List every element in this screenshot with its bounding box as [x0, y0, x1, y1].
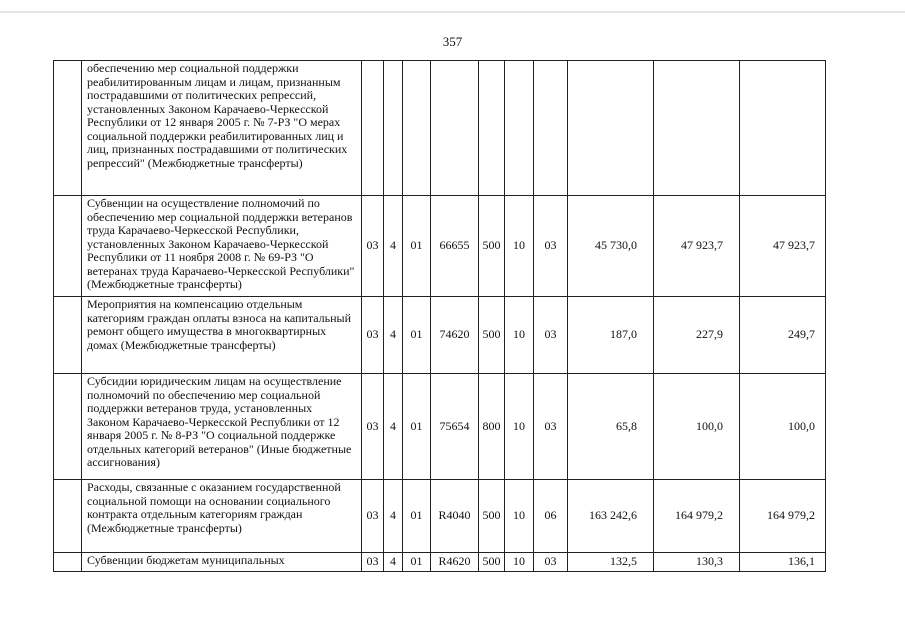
- code-cell: R4620: [431, 553, 479, 572]
- code-cell: 500: [479, 196, 505, 297]
- table-row: [54, 480, 826, 553]
- code-cell: [505, 61, 534, 196]
- code-cell: 800: [479, 374, 505, 480]
- code-cell: 03: [534, 553, 568, 572]
- code-cell: 03: [362, 297, 384, 374]
- code-cell: [403, 61, 431, 196]
- description-cell: Субсидии юридическим лицам на осуществление полномочий по обеспечению мер социальной поддержки ветеранов труда, установленных Законом Карачаево-Черкесской Республики от 12 января 2005 г. № 8-РЗ "О социальной поддержке отдельных категорий ветеранов" (Иные бюджетные ассигнования): [82, 374, 362, 480]
- code-cell: 03: [362, 480, 384, 553]
- row-number-cell: [54, 480, 82, 553]
- amount-cell: [740, 61, 826, 196]
- row-number-cell: [54, 196, 82, 297]
- page-number: 357: [442, 34, 463, 49]
- code-cell: 10: [505, 374, 534, 480]
- table-row: [54, 61, 826, 196]
- budget-table: [53, 60, 826, 572]
- code-cell: [362, 61, 384, 196]
- row-number-cell: [54, 374, 82, 480]
- amount-cell: 187,0: [568, 297, 654, 374]
- top-border-line: [0, 0, 905, 2]
- code-cell: 06: [534, 480, 568, 553]
- table-row: [54, 297, 826, 374]
- amount-cell: 47 923,7: [654, 196, 740, 297]
- amount-cell: 65,8: [568, 374, 654, 480]
- table-row: [54, 196, 826, 297]
- code-cell: 10: [505, 297, 534, 374]
- row-number-cell: [54, 61, 82, 196]
- table-row: [54, 553, 826, 572]
- description-cell: Мероприятия на компенсацию отдельным категориям граждан оплаты взноса на капитальный ремонт общего имущества в многоквартирных домах (Межбюджетные трансферты): [82, 297, 362, 374]
- code-cell: 03: [534, 196, 568, 297]
- amount-cell: 164 979,2: [654, 480, 740, 553]
- table-row: [54, 374, 826, 480]
- code-cell: 03: [534, 297, 568, 374]
- amount-cell: 47 923,7: [740, 196, 826, 297]
- amount-cell: 163 242,6: [568, 480, 654, 553]
- amount-cell: [654, 61, 740, 196]
- description-cell: Расходы, связанные с оказанием государственной социальной помощи на основании социального контракта отдельным категориям граждан (Межбюджетные трансферты): [82, 480, 362, 553]
- code-cell: 500: [479, 553, 505, 572]
- code-cell: 01: [403, 553, 431, 572]
- code-cell: [479, 61, 505, 196]
- code-cell: 4: [384, 553, 403, 572]
- code-cell: 75654: [431, 374, 479, 480]
- code-cell: 01: [403, 297, 431, 374]
- amount-cell: [568, 61, 654, 196]
- description-cell: Субвенции бюджетам муниципальных: [82, 553, 362, 572]
- code-cell: 500: [479, 480, 505, 553]
- code-cell: 10: [505, 196, 534, 297]
- code-cell: 4: [384, 196, 403, 297]
- code-cell: 74620: [431, 297, 479, 374]
- code-cell: R4040: [431, 480, 479, 553]
- code-cell: 10: [505, 480, 534, 553]
- amount-cell: 227,9: [654, 297, 740, 374]
- code-cell: [431, 61, 479, 196]
- amount-cell: 100,0: [740, 374, 826, 480]
- amount-cell: 100,0: [654, 374, 740, 480]
- row-number-cell: [54, 553, 82, 572]
- row-number-cell: [54, 297, 82, 374]
- code-cell: 4: [384, 297, 403, 374]
- code-cell: 01: [403, 196, 431, 297]
- code-cell: 03: [362, 196, 384, 297]
- code-cell: 03: [362, 553, 384, 572]
- amount-cell: 130,3: [654, 553, 740, 572]
- code-cell: 4: [384, 374, 403, 480]
- amount-cell: 136,1: [740, 553, 826, 572]
- amount-cell: 164 979,2: [740, 480, 826, 553]
- amount-cell: 45 730,0: [568, 196, 654, 297]
- code-cell: 01: [403, 480, 431, 553]
- code-cell: 03: [534, 374, 568, 480]
- description-cell: Субвенции на осуществление полномочий по обеспечению мер социальной поддержки ветеранов труда Карачаево-Черкесской Республики, установленных Законом Карачаево-Черкесской Республики от 11 ноября 2008 г. № 69-РЗ "О ветеранах труда Карачаево-Черкесской Республики" (Межбюджетные трансферты): [82, 196, 362, 297]
- code-cell: 01: [403, 374, 431, 480]
- amount-cell: 132,5: [568, 553, 654, 572]
- code-cell: 03: [362, 374, 384, 480]
- amount-cell: 249,7: [740, 297, 826, 374]
- code-cell: [384, 61, 403, 196]
- code-cell: 500: [479, 297, 505, 374]
- code-cell: 10: [505, 553, 534, 572]
- description-cell: обеспечению мер социальной поддержки реабилитированным лицам и лицам, признанным пострадавшими от политических репрессий, установленных Законом Карачаево-Черкесской Республики от 12 января 2005 г. № 7-РЗ "О мерах социальной поддержки реабилитированных лиц и лиц, признанных пострадавшими от политических репрессий" (Межбюджетные трансферты): [82, 61, 362, 196]
- code-cell: [534, 61, 568, 196]
- code-cell: 66655: [431, 196, 479, 297]
- code-cell: 4: [384, 480, 403, 553]
